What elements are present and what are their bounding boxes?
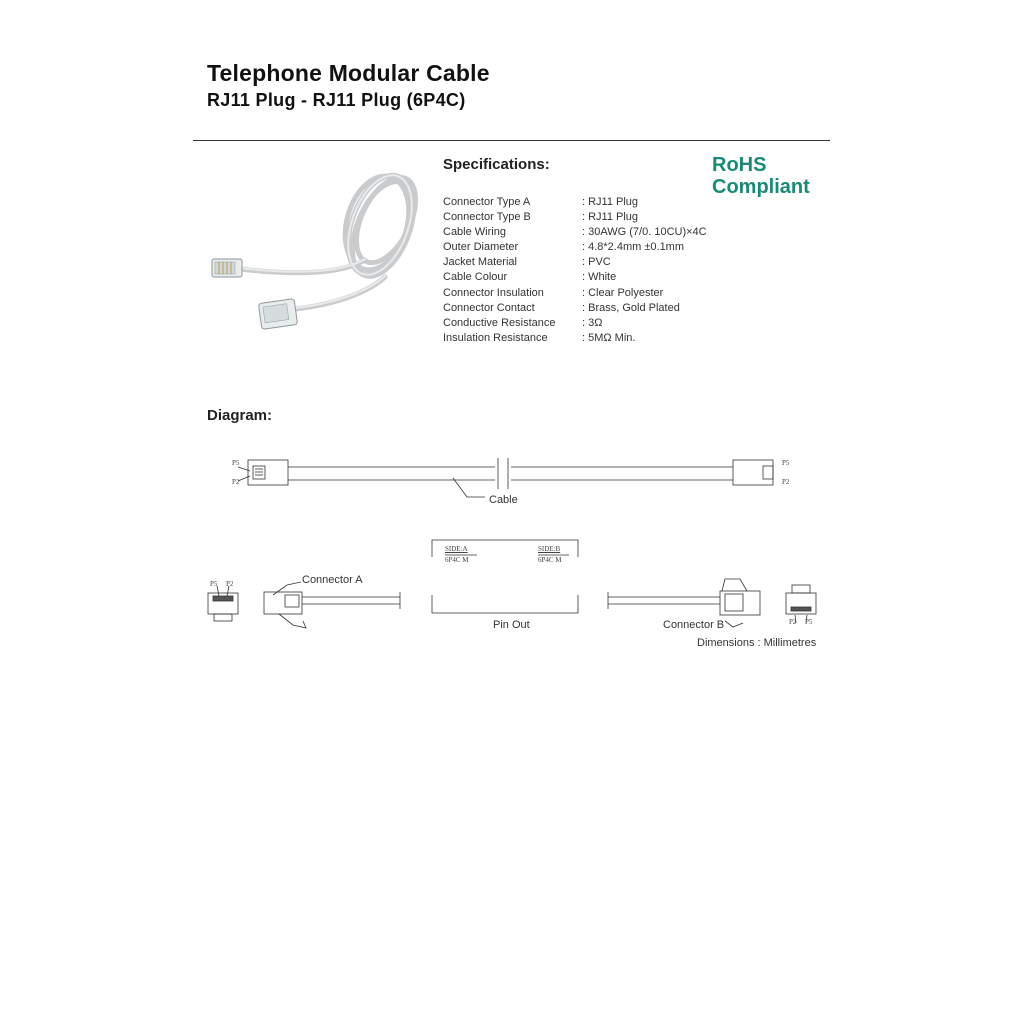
plug-b-side-outline	[720, 591, 760, 615]
header-divider	[193, 140, 830, 141]
rohs-line-2: Compliant	[712, 176, 810, 198]
spec-label: Connector Type A	[443, 196, 531, 208]
pin-p2-label-left: P2	[232, 478, 240, 486]
plug-a-top-outline	[248, 460, 288, 485]
pin-out-label: Pin Out	[493, 619, 530, 631]
spec-value: : PVC	[582, 256, 611, 269]
spec-row	[443, 301, 707, 316]
spec-row	[443, 270, 707, 285]
side-b-type: 6P4C M	[538, 556, 562, 564]
side-a-label: SIDE:A	[445, 545, 468, 553]
spec-row	[443, 195, 707, 210]
connector-a-label: Connector A	[302, 574, 363, 586]
page-title: Telephone Modular Cable	[207, 60, 490, 86]
spec-row	[443, 316, 707, 331]
spec-value: : RJ11 Plug	[582, 196, 639, 208]
spec-value: : White	[582, 271, 617, 284]
pin-p5-label-a: P5	[210, 580, 218, 588]
spec-row	[443, 255, 707, 270]
spec-value: : 5MΩ Min.	[582, 331, 636, 344]
spec-value: : RJ11 Plug	[582, 211, 639, 224]
rohs-line-1: RoHS	[712, 154, 767, 176]
side-a-type: 6P4C M	[445, 556, 469, 564]
spec-label: Outer Diameter	[443, 241, 519, 254]
rj11-plug-a-icon	[212, 259, 242, 277]
spec-label: Cable Colour	[443, 271, 508, 284]
pin-p2-label-b: P2	[789, 618, 797, 626]
spec-value: : Clear Polyester	[582, 286, 664, 299]
pin-p2-label-right: P2	[782, 478, 790, 486]
spec-label: Connector Contact	[443, 301, 535, 314]
spec-value: : 4.8*2.4mm ±0.1mm	[582, 241, 685, 254]
specifications-table	[443, 195, 707, 346]
specifications-heading: Specifications:	[443, 156, 550, 173]
spec-value: : Brass, Gold Plated	[582, 301, 680, 314]
spec-label: Conductive Resistance	[443, 316, 556, 329]
connector-b-label: Connector B	[663, 619, 725, 631]
spec-label: Connector Insulation	[443, 286, 544, 299]
pin-p5-label-right: P5	[782, 459, 790, 467]
plug-b-top-outline	[733, 460, 773, 485]
cable-label: Cable	[489, 494, 518, 506]
rohs-compliant-badge	[712, 154, 810, 198]
spec-label: Connector Type B	[443, 211, 531, 224]
pin-p5-label-b: P5	[805, 618, 813, 626]
spec-value: : 30AWG (7/0. 10CU)×4C	[582, 226, 707, 239]
spec-row	[443, 331, 707, 346]
diagram-heading: Diagram:	[207, 407, 273, 424]
cable-product-image	[200, 165, 440, 345]
spec-label: Cable Wiring	[443, 226, 506, 239]
spec-value: : 3Ω	[582, 316, 603, 329]
spec-label: Jacket Material	[443, 256, 517, 269]
spec-label: Insulation Resistance	[443, 331, 548, 344]
spec-row	[443, 240, 707, 255]
pin-p2-label-a: P2	[226, 580, 234, 588]
spec-row	[443, 286, 707, 301]
side-b-label: SIDE:B	[538, 545, 561, 553]
page-subtitle: RJ11 Plug - RJ11 Plug (6P4C)	[207, 90, 466, 110]
rj11-plug-b-icon	[258, 299, 297, 330]
dimensions-note: Dimensions : Millimetres	[697, 637, 817, 649]
cable-diagram	[195, 445, 835, 665]
spec-row	[443, 210, 707, 225]
plug-a-top-contacts	[253, 466, 265, 479]
spec-row	[443, 225, 707, 240]
pin-p5-label-left: P5	[232, 459, 240, 467]
